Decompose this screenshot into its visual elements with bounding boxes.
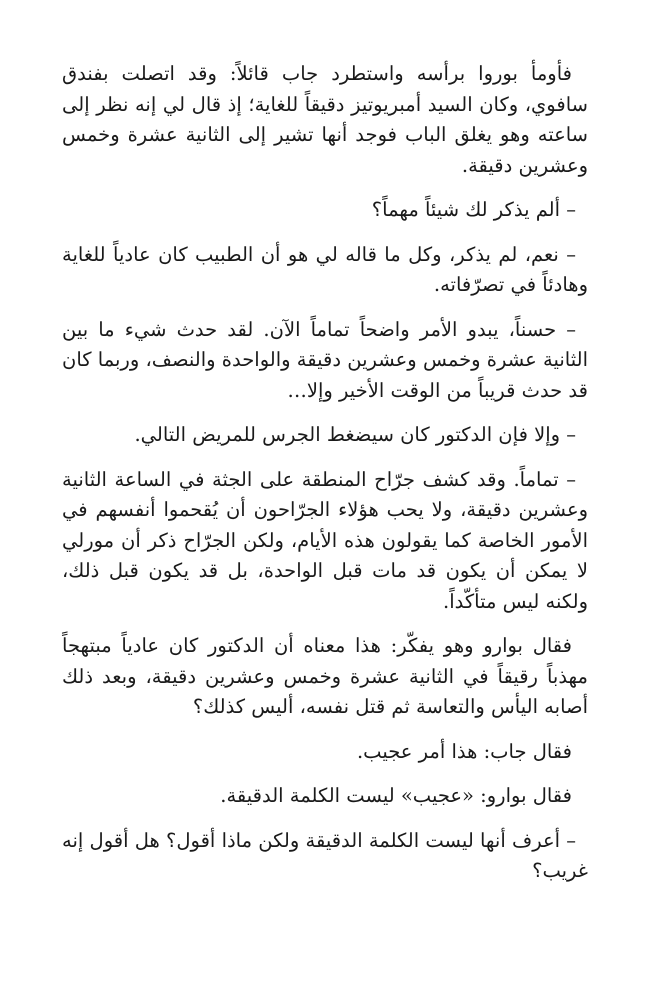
paragraph-2: – ألم يذكر لك شيئاً مهماً؟ xyxy=(371,198,576,221)
paragraph-4: – حسناً، يبدو الأمر واضحاً تماماً الآن. لقد حدث شيء ما بين الثانية عشرة وخمس وعشرين دقيقة والواحدة والنصف، وربما كان قد حدث قريباً من الوقت الأخير وإلا… xyxy=(62,317,588,402)
book-page xyxy=(62,59,588,901)
paragraph-10: – أعرف أنها ليست الكلمة الدقيقة ولكن ماذا أقول؟ هل أقول إنه غريب؟ xyxy=(62,828,588,882)
paragraph-3: – نعم، لم يذكر، وكل ما قاله لي هو أن الطبيب كان عادياً للغاية وهادئاً في تصرّفاته. xyxy=(62,242,588,296)
paragraph-7: فقال بوارو وهو يفكّر: هذا معناه أن الدكتور كان عادياً مبتهجاً مهذباً رقيقاً في الثانية عشرة وخمس وعشرين دقيقة، وبعد ذلك أصابه اليأس والتعاسة ثم قتل نفسه، أليس كذلك؟ xyxy=(62,634,588,718)
paragraph-8: فقال جاب: هذا أمر عجيب. xyxy=(356,739,572,763)
paragraph-6: – تماماً. وقد كشف جرّاح المنطقة على الجثة في الساعة الثانية وعشرين دقيقة، ولا يحب هؤلاء الجرّاحون أن يُقحموا أنفسهم في الأمور الخاصة كما يقولون هذه الأيام، ولكن الجرّاح ذكر أن مورلي لا يمكن أن يكون قد مات قبل الواحدة، بل قد يكون قبل ذلك، ولكنه ليس متأكّداً. xyxy=(62,467,588,613)
paragraph-5: – وإلا فإن الدكتور كان سيضغط الجرس للمريض التالي. xyxy=(134,423,576,446)
paragraph-1: فأومأ بوروا برأسه واستطرد جاب قائلاً: وقد اتصلت بفندق سافوي، وكان السيد أمبريوتيز دقيقاً للغاية؛ إذ قال لي إنه نظر إلى ساعته وهو يغلق الباب فوجد أنها تشير إلى الثانية عشرة وخمس وعشرين دقيقة. xyxy=(62,62,588,177)
paragraph-9: فقال بوارو: «عجيب» ليست الكلمة الدقيقة. xyxy=(220,784,572,807)
